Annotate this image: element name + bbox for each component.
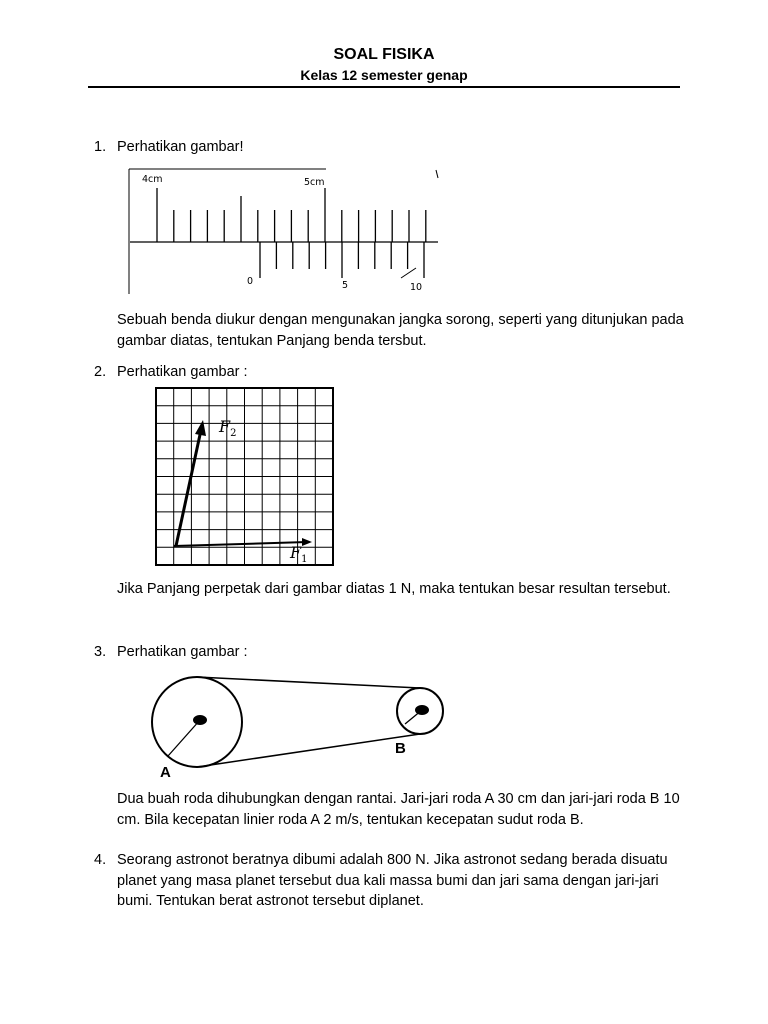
question-2-text: Jika Panjang perpetak dari gambar diatas 1 N, maka tentukan besar resultan tersebut. — [117, 581, 671, 597]
document-subtitle: Kelas 12 semester genap — [300, 67, 468, 83]
document-title: SOAL FISIKA — [333, 46, 435, 63]
force-f2-label: $F_2$ — [219, 417, 237, 439]
main-scale-ticks — [157, 188, 426, 242]
chain-bottom — [197, 734, 420, 767]
wheel-a-radius — [168, 720, 200, 756]
vernier-label-5: 5 — [342, 280, 349, 291]
force-f1-label: $F_1$ — [290, 543, 308, 565]
main-label-5cm: 5cm — [304, 177, 325, 188]
question-prompt: Perhatikan gambar : — [117, 644, 248, 660]
question-number: 2. — [94, 364, 107, 380]
header-rule — [88, 86, 680, 88]
question-4-text: Seorang astronot beratnya dibumi adalah 800 N. Jika astronot sedang berada disuatu planet yang masa planet tersebut dua kali massa bumi dan jari sama dengan jari-jari bumi. Tentukan berat astronot tersebut diplanet. — [117, 852, 668, 909]
chain-top — [197, 677, 420, 688]
caliper-arc-mark — [401, 268, 416, 278]
question-number: 3. — [94, 644, 107, 660]
force-grid-figure — [152, 386, 342, 572]
vernier-scale-ticks — [260, 242, 424, 278]
question-number: 4. — [94, 852, 107, 868]
main-label-4cm: 4cm — [142, 174, 163, 185]
wheel-a-label: A — [160, 764, 171, 781]
question-3-text: Dua buah roda dihubungkan dengan rantai. Jari-jari roda A 30 cm dan jari-jari roda B 10 cm. Bila kecepatan linier roda A 2 m/s, tentukan kecepatan sudut roda B. — [117, 791, 680, 828]
question-prompt: Perhatikan gambar : — [117, 364, 248, 380]
question-number: 1. — [94, 139, 107, 155]
question-1-text: Sebuah benda diukur dengan mengunakan jangka sorong, seperti yang ditunjukan pada gambar diatas, tentukan Panjang benda tersbut. — [117, 312, 684, 349]
caliper-edge-mark — [436, 170, 438, 178]
question-prompt: Perhatikan gambar! — [117, 139, 244, 155]
vernier-caliper-figure — [126, 166, 446, 296]
wheel-b-label: B — [395, 740, 406, 757]
vernier-label-10: 10 — [410, 282, 423, 293]
wheel-b-radius — [405, 710, 422, 724]
chain-wheels-figure — [146, 674, 456, 784]
vernier-label-0: 0 — [247, 276, 254, 287]
